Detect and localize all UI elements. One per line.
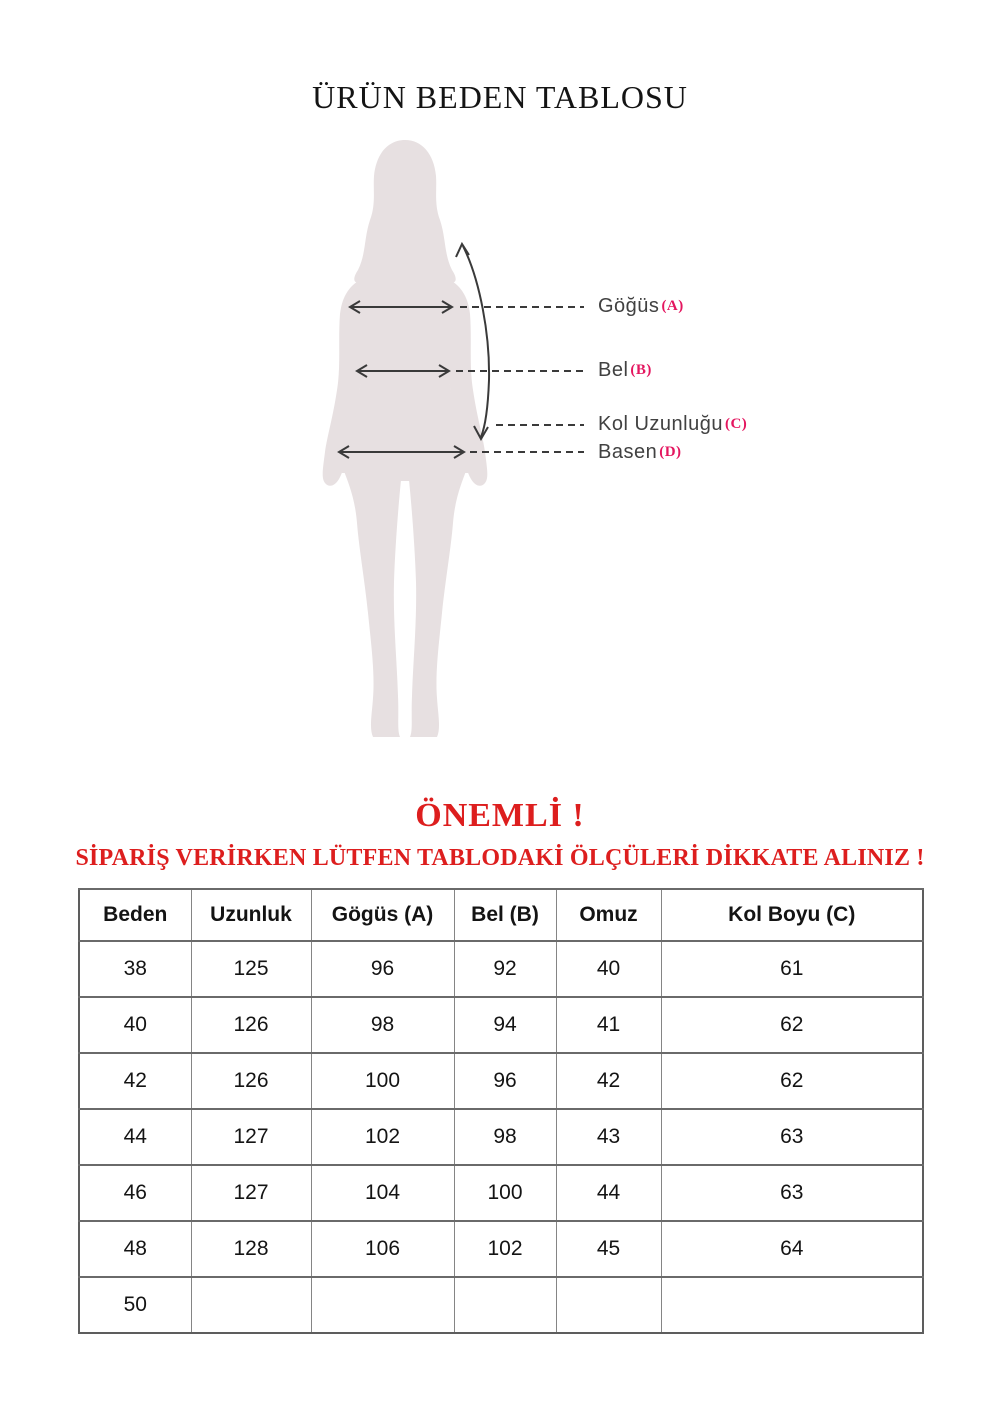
table-cell — [556, 1277, 661, 1333]
size-table-header-row — [79, 889, 923, 941]
label-hip-letter: (D) — [659, 444, 682, 460]
table-cell: 94 — [454, 997, 556, 1053]
table-cell: 50 — [79, 1277, 191, 1333]
table-cell: 63 — [661, 1165, 923, 1221]
table-row — [79, 997, 923, 1053]
order-warning-text: SİPARİŞ VERİRKEN LÜTFEN TABLODAKİ ÖLÇÜLERİ DİKKATE ALINIZ ! — [75, 845, 925, 871]
table-cell: 44 — [556, 1165, 661, 1221]
important-heading: ÖNEMLİ ! — [415, 797, 585, 834]
table-cell: 126 — [191, 997, 311, 1053]
label-hip-text: Basen — [598, 441, 658, 463]
table-cell: 104 — [311, 1165, 454, 1221]
table-cell: 62 — [661, 1053, 923, 1109]
table-cell: 61 — [661, 941, 923, 997]
table-cell — [311, 1277, 454, 1333]
column-header: Gögüs (A) — [311, 889, 454, 941]
column-header: Bel (B) — [454, 889, 556, 941]
table-cell: 64 — [661, 1221, 923, 1277]
label-chest-text: Göğüs — [598, 295, 660, 317]
table-cell: 40 — [556, 941, 661, 997]
label-arm-length-letter: (C) — [724, 416, 748, 432]
label-chest-letter: (A) — [661, 298, 684, 314]
table-cell: 126 — [191, 1053, 311, 1109]
table-cell: 41 — [556, 997, 661, 1053]
size-table — [78, 888, 924, 1334]
table-cell: 127 — [191, 1165, 311, 1221]
table-cell: 128 — [191, 1221, 311, 1277]
table-row — [79, 1109, 923, 1165]
table-cell: 102 — [454, 1221, 556, 1277]
table-cell — [191, 1277, 311, 1333]
table-cell: 48 — [79, 1221, 191, 1277]
label-waist-letter: (B) — [630, 362, 652, 378]
column-header: Kol Boyu (C) — [661, 889, 923, 941]
table-cell: 92 — [454, 941, 556, 997]
table-cell: 62 — [661, 997, 923, 1053]
table-cell: 43 — [556, 1109, 661, 1165]
page-title: ÜRÜN BEDEN TABLOSU — [312, 79, 688, 115]
table-cell: 44 — [79, 1109, 191, 1165]
column-header: Beden — [79, 889, 191, 941]
table-cell: 42 — [556, 1053, 661, 1109]
table-cell: 98 — [311, 997, 454, 1053]
table-cell: 127 — [191, 1109, 311, 1165]
female-silhouette-icon — [323, 140, 488, 737]
table-cell: 42 — [79, 1053, 191, 1109]
label-hip — [598, 441, 682, 464]
table-cell — [454, 1277, 556, 1333]
column-header: Omuz — [556, 889, 661, 941]
table-cell: 125 — [191, 941, 311, 997]
table-cell: 100 — [454, 1165, 556, 1221]
table-cell: 106 — [311, 1221, 454, 1277]
table-cell: 40 — [79, 997, 191, 1053]
label-chest — [598, 295, 684, 318]
label-waist-text: Bel — [598, 359, 629, 381]
label-arm-length — [598, 413, 747, 436]
measurement-diagram — [0, 130, 1000, 770]
body-silhouette-figure — [0, 130, 1000, 770]
table-cell: 102 — [311, 1109, 454, 1165]
table-cell: 96 — [454, 1053, 556, 1109]
table-cell — [661, 1277, 923, 1333]
table-row — [79, 1165, 923, 1221]
table-cell: 100 — [311, 1053, 454, 1109]
table-cell: 45 — [556, 1221, 661, 1277]
size-table-body — [79, 941, 923, 1333]
table-row — [79, 1221, 923, 1277]
table-cell: 38 — [79, 941, 191, 997]
table-cell: 98 — [454, 1109, 556, 1165]
label-arm-length-text: Kol Uzunluğu — [598, 413, 723, 435]
table-cell: 46 — [79, 1165, 191, 1221]
table-row — [79, 941, 923, 997]
table-row — [79, 1277, 923, 1333]
table-cell: 63 — [661, 1109, 923, 1165]
table-cell: 96 — [311, 941, 454, 997]
table-row — [79, 1053, 923, 1109]
column-header: Uzunluk — [191, 889, 311, 941]
label-waist — [598, 359, 652, 382]
